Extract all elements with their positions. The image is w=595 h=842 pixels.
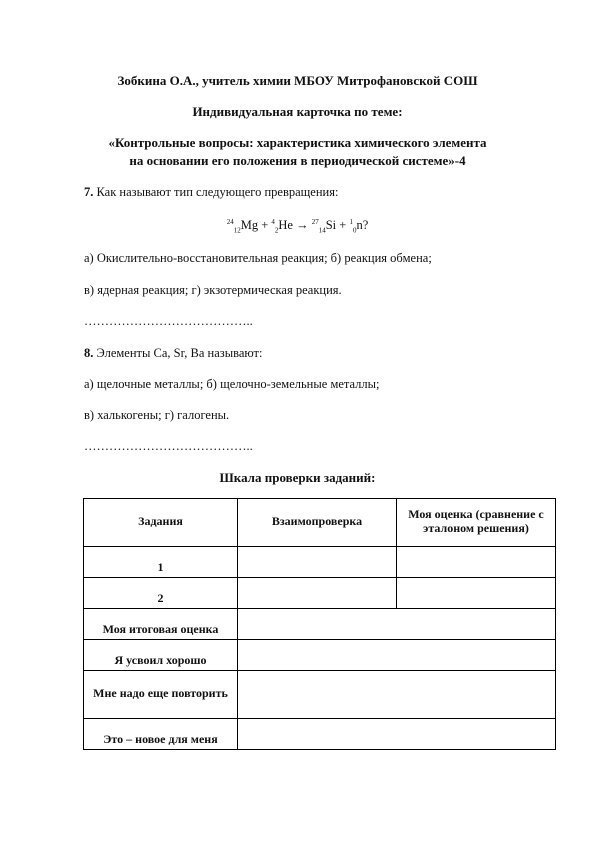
question-8-options-1: а) щелочные металлы; б) щелочно-земельные металлы; bbox=[84, 377, 380, 391]
summary-label-learned-well: Я усвоил хорошо bbox=[84, 640, 238, 671]
table-row bbox=[84, 609, 556, 640]
question-7 bbox=[84, 185, 338, 200]
author-line: Зобкина О.А., учитель химии МБОУ Митрофановской СОШ bbox=[117, 73, 478, 88]
plus-sign: + bbox=[258, 218, 272, 233]
table-row bbox=[84, 578, 556, 609]
card-title: Индивидуальная карточка по теме: bbox=[192, 104, 403, 119]
mg-atomic-number: 12 bbox=[233, 226, 241, 235]
n-mass-number: 1 bbox=[349, 218, 353, 226]
question-8-options-2: в) халькогены; г) галогены. bbox=[84, 408, 230, 422]
summary-label-need-review: Мне надо еще повторить bbox=[84, 671, 238, 719]
scale-title: Шкала проверки заданий: bbox=[219, 470, 376, 485]
question-7-text: Как называют тип следующего превращения: bbox=[96, 185, 339, 199]
n-symbol: n? bbox=[356, 218, 369, 233]
reaction-arrow: → bbox=[292, 218, 312, 233]
he-atomic-number: 2 bbox=[274, 226, 279, 235]
table-row bbox=[84, 547, 556, 578]
task-number-cell: 1 bbox=[84, 547, 238, 578]
table-row bbox=[84, 640, 556, 671]
header-self-grade: Моя оценка (сравнение с эталоном решения) bbox=[397, 499, 556, 547]
peer-review-cell[interactable] bbox=[238, 578, 397, 609]
table-row bbox=[84, 719, 556, 750]
si-atomic-number: 14 bbox=[318, 226, 326, 235]
si-symbol: Si bbox=[325, 218, 337, 233]
question-8-answer-blank[interactable]: ………………………………….. bbox=[84, 439, 253, 453]
self-grade-cell[interactable] bbox=[397, 547, 556, 578]
mg-mass-number: 24 bbox=[226, 218, 234, 226]
topic-line-1: «Контрольные вопросы: характеристика химического элемента bbox=[108, 135, 487, 150]
question-7-answer-blank[interactable]: ………………………………….. bbox=[84, 314, 253, 328]
question-7-options-2: в) ядерная реакция; г) экзотермическая реакция. bbox=[84, 283, 342, 297]
n-atomic-number: 0 bbox=[352, 226, 357, 235]
peer-review-cell[interactable] bbox=[238, 547, 397, 578]
question-8-text: Элементы Ca, Sr, Ba называют: bbox=[96, 346, 263, 360]
he-symbol: He bbox=[278, 218, 293, 233]
nuclear-reaction-formula bbox=[0, 218, 595, 235]
task-number-cell: 2 bbox=[84, 578, 238, 609]
summary-value-cell[interactable] bbox=[238, 640, 556, 671]
header-peer-review: Взаимопроверка bbox=[238, 499, 397, 547]
question-7-options-1: а) Окислительно-восстановительная реакция; б) реакция обмена; bbox=[84, 251, 432, 265]
mg-symbol: Mg bbox=[240, 218, 259, 233]
plus-sign: + bbox=[336, 218, 350, 233]
he-mass-number: 4 bbox=[271, 218, 275, 226]
scale-table bbox=[83, 498, 556, 750]
question-8-number: 8. bbox=[84, 346, 94, 360]
question-8 bbox=[84, 346, 263, 361]
topic-line-2: на основании его положения в периодической системе»-4 bbox=[129, 153, 466, 168]
summary-label-new-for-me: Это – новое для меня bbox=[84, 719, 238, 750]
summary-value-cell[interactable] bbox=[238, 671, 556, 719]
question-7-number: 7. bbox=[84, 185, 94, 199]
summary-value-cell[interactable] bbox=[238, 609, 556, 640]
table-header-row bbox=[84, 499, 556, 547]
table-row bbox=[84, 671, 556, 719]
header-tasks: Задания bbox=[84, 499, 238, 547]
summary-value-cell[interactable] bbox=[238, 719, 556, 750]
self-grade-cell[interactable] bbox=[397, 578, 556, 609]
summary-label-final-grade: Моя итоговая оценка bbox=[84, 609, 238, 640]
si-mass-number: 27 bbox=[311, 218, 319, 226]
